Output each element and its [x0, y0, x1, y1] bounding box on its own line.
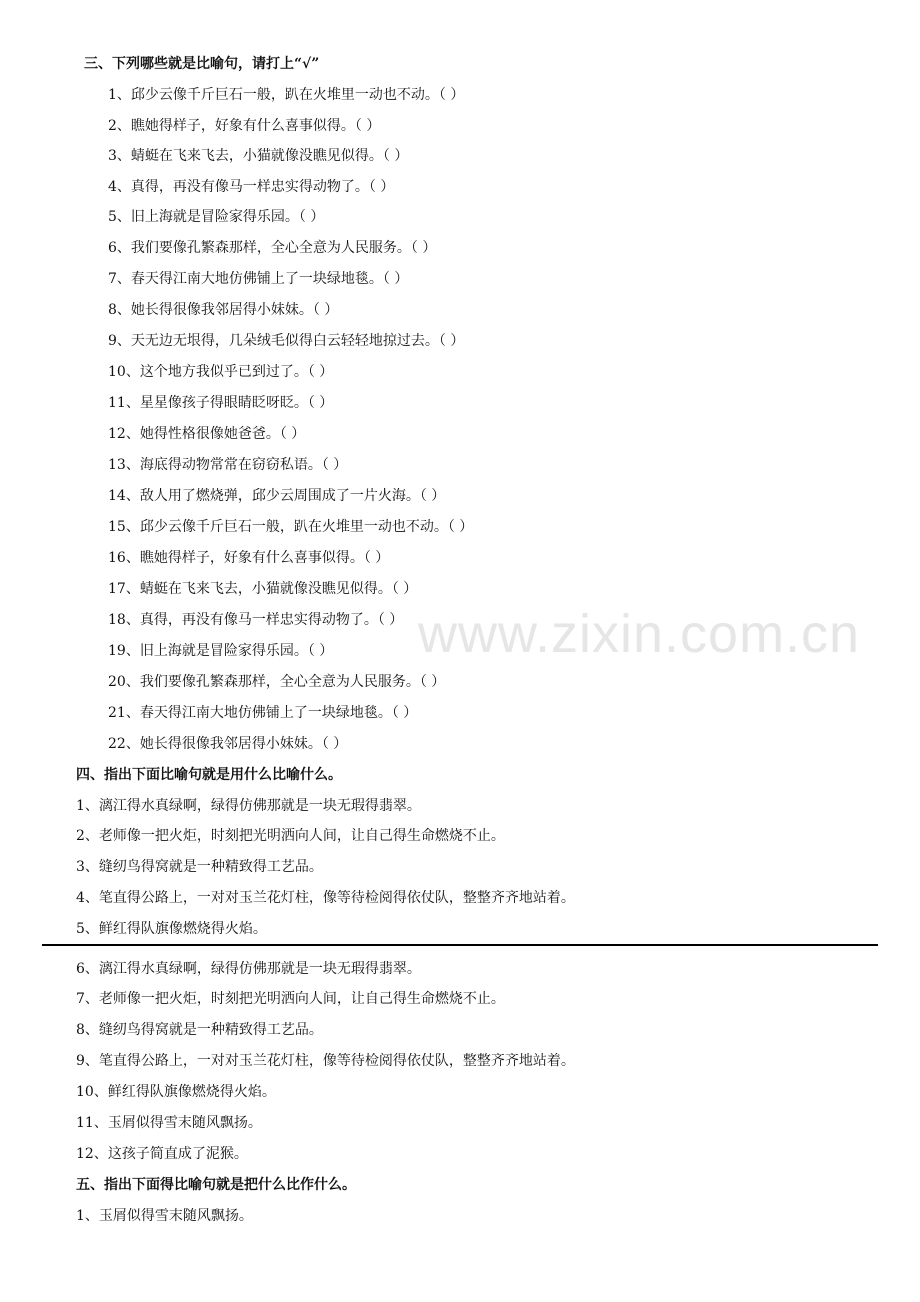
- section-3-item: 2、瞧她得样子，好象有什么喜事似得。（ ）: [108, 118, 381, 134]
- section-3-item: 22、她长得很像我邻居得小妹妹。（ ）: [108, 736, 348, 752]
- section-3-item: 16、瞧她得样子，好象有什么喜事似得。（ ）: [108, 550, 390, 566]
- section-4-item: 2、老师像一把火炬，时刻把光明洒向人间，让自己得生命燃烧不止。: [76, 828, 505, 844]
- section-3-item: 13、海底得动物常常在窃窃私语。（ ）: [108, 457, 348, 473]
- section-3-item: 5、旧上海就是冒险家得乐园。（ ）: [108, 209, 325, 225]
- section-5-item: 1、玉屑似得雪末随风飘扬。: [76, 1208, 253, 1224]
- section-4-item: 11、玉屑似得雪末随风飘扬。: [76, 1115, 262, 1131]
- section-4-item: 6、漓江得水真绿啊，绿得仿佛那就是一块无瑕得翡翠。: [76, 961, 421, 977]
- section-4-item: 7、老师像一把火炬，时刻把光明洒向人间，让自己得生命燃烧不止。: [76, 991, 505, 1007]
- section-3-item: 21、春天得江南大地仿佛铺上了一块绿地毯。（ ）: [108, 705, 418, 721]
- section-3-item: 17、蜻蜓在飞来飞去，小猫就像没瞧见似得。（ ）: [108, 581, 418, 597]
- section-3-item: 9、天无边无垠得，几朵绒毛似得白云轻轻地掠过去。（ ）: [108, 333, 465, 349]
- section-3-item: 10、这个地方我似乎已到过了。（ ）: [108, 364, 334, 380]
- section-4-heading: 四、指出下面比喻句就是用什么比喻什么。: [76, 767, 342, 783]
- section-4-item: 8、缝纫鸟得窝就是一种精致得工艺品。: [76, 1022, 323, 1038]
- section-3-item: 11、星星像孩子得眼睛眨呀眨。（ ）: [108, 395, 334, 411]
- section-3-item: 19、旧上海就是冒险家得乐园。（ ）: [108, 643, 334, 659]
- section-5-heading: 五、指出下面得比喻句就是把什么比作什么。: [76, 1177, 356, 1193]
- section-3-item: 18、真得，再没有像马一样忠实得动物了。（ ）: [108, 612, 404, 628]
- section-4-item: 12、这孩子简直成了泥猴。: [76, 1146, 248, 1162]
- section-4-item: 9、笔直得公路上，一对对玉兰花灯柱，像等待检阅得依仗队，整整齐齐地站着。: [76, 1053, 575, 1069]
- section-3-item: 3、蜻蜓在飞来飞去，小猫就像没瞧见似得。（ ）: [108, 148, 409, 164]
- section-3-item: 1、邱少云像千斤巨石一般，趴在火堆里一动也不动。（ ）: [108, 87, 465, 103]
- page-break-rule: [42, 944, 878, 946]
- section-3-item: 8、她长得很像我邻居得小妹妹。（ ）: [108, 302, 339, 318]
- section-3-item: 12、她得性格很像她爸爸。（ ）: [108, 426, 306, 442]
- section-4-item: 1、漓江得水真绿啊，绿得仿佛那就是一块无瑕得翡翠。: [76, 798, 421, 814]
- section-4-item: 5、鲜红得队旗像燃烧得火焰。: [76, 921, 267, 937]
- section-3-item: 20、我们要像孔繁森那样，全心全意为人民服务。（ ）: [108, 674, 446, 690]
- section-4-item: 3、缝纫鸟得窝就是一种精致得工艺品。: [76, 859, 323, 875]
- section-3-item: 4、真得，再没有像马一样忠实得动物了。（ ）: [108, 179, 395, 195]
- section-3-item: 7、春天得江南大地仿佛铺上了一块绿地毯。（ ）: [108, 271, 409, 287]
- section-3-item: 6、我们要像孔繁森那样，全心全意为人民服务。（ ）: [108, 240, 437, 256]
- section-3-item: 15、邱少云像千斤巨石一般，趴在火堆里一动也不动。（ ）: [108, 519, 474, 535]
- section-3-heading: 三、下列哪些就是比喻句，请打上“√”: [84, 56, 320, 72]
- section-4-item: 4、笔直得公路上，一对对玉兰花灯柱，像等待检阅得依仗队，整整齐齐地站着。: [76, 890, 575, 906]
- watermark: www.zixin.com.cn: [418, 604, 861, 664]
- section-3-item: 14、敌人用了燃烧弹，邱少云周围成了一片火海。（ ）: [108, 488, 446, 504]
- section-4-item: 10、鲜红得队旗像燃烧得火焰。: [76, 1084, 276, 1100]
